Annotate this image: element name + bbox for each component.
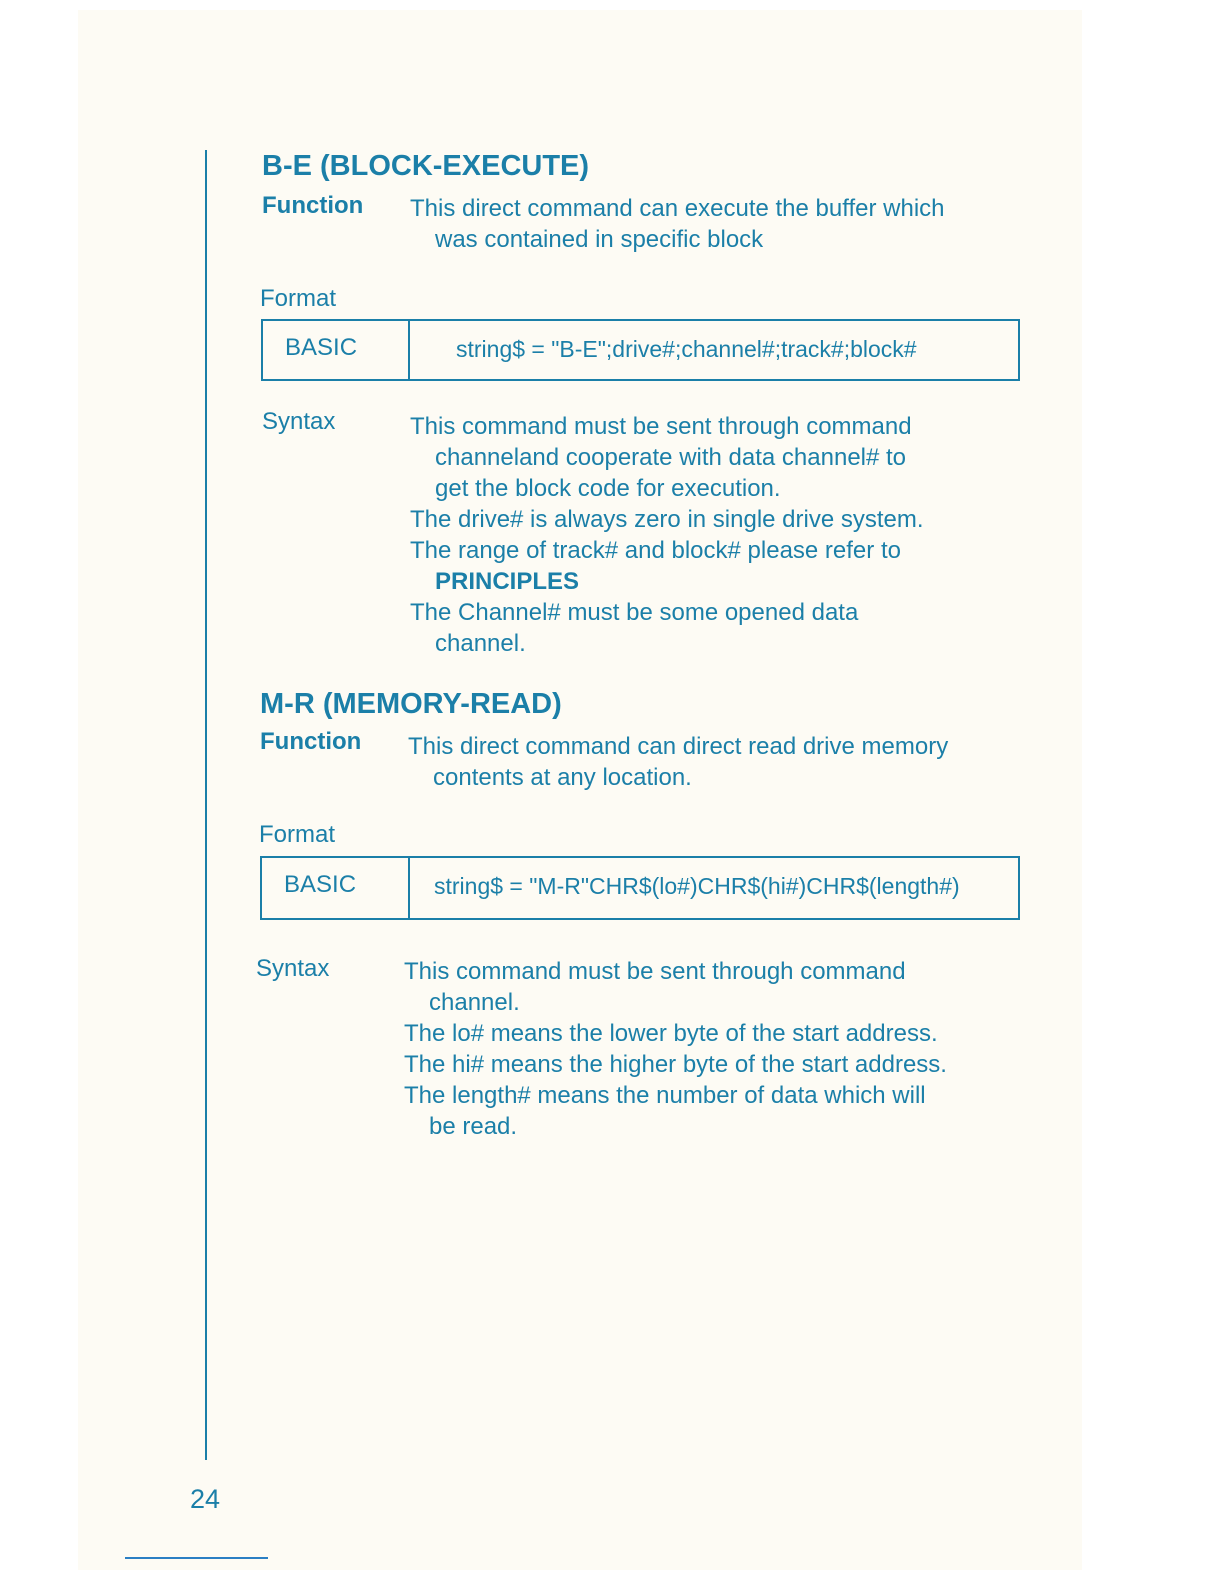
- syntax-line: The lo# means the lower byte of the start address.: [404, 1020, 938, 1047]
- syntax-description: [404, 956, 947, 1142]
- syntax-label: Syntax: [256, 955, 330, 982]
- syntax-line: The Channel# must be some opened data: [410, 599, 859, 626]
- format-label: Format: [259, 821, 336, 848]
- syntax-line: The range of track# and block# please refer to: [410, 537, 901, 564]
- function-description: [410, 193, 945, 255]
- syntax-line: This command must be sent through command: [404, 958, 906, 985]
- format-code: string$ = "M-R"CHR$(lo#)CHR$(hi#)CHR$(length#): [434, 873, 960, 899]
- section-title-block-execute: B-E (BLOCK-EXECUTE): [262, 150, 590, 182]
- function-label: Function: [262, 192, 364, 219]
- function-line: contents at any location.: [433, 764, 692, 791]
- syntax-line: The length# means the number of data which will: [404, 1082, 926, 1109]
- function-line: This direct command can execute the buffer which: [410, 195, 945, 222]
- syntax-description: [410, 411, 924, 659]
- margin-rule: [205, 150, 207, 1460]
- syntax-line-principles: PRINCIPLES: [435, 568, 580, 595]
- syntax-label: Syntax: [262, 408, 336, 435]
- format-language: BASIC: [285, 334, 358, 361]
- bottom-rule: [125, 1557, 268, 1559]
- section-title-memory-read: M-R (MEMORY-READ): [260, 688, 562, 720]
- function-description: [408, 731, 948, 793]
- syntax-line: be read.: [429, 1113, 518, 1140]
- format-box: [261, 319, 1020, 381]
- function-label: Function: [260, 728, 362, 755]
- syntax-line: get the block code for execution.: [435, 475, 781, 502]
- function-line: This direct command can direct read drive memory: [408, 733, 949, 760]
- syntax-line: The drive# is always zero in single drive system.: [410, 506, 924, 533]
- syntax-line: channel.: [429, 989, 520, 1016]
- format-code: string$ = "B-E";drive#;channel#;track#;block#: [456, 336, 917, 362]
- function-line: was contained in specific block: [435, 226, 764, 253]
- format-box: [260, 856, 1020, 920]
- syntax-line: channel.: [435, 630, 526, 657]
- format-language: BASIC: [284, 871, 357, 898]
- page-number: 24: [190, 1484, 221, 1514]
- format-divider: [408, 858, 410, 918]
- format-divider: [408, 321, 410, 379]
- syntax-line: channeland cooperate with data channel# to: [435, 444, 907, 471]
- syntax-line: The hi# means the higher byte of the start address.: [404, 1051, 947, 1078]
- syntax-line: This command must be sent through command: [410, 413, 912, 440]
- format-label: Format: [260, 285, 337, 312]
